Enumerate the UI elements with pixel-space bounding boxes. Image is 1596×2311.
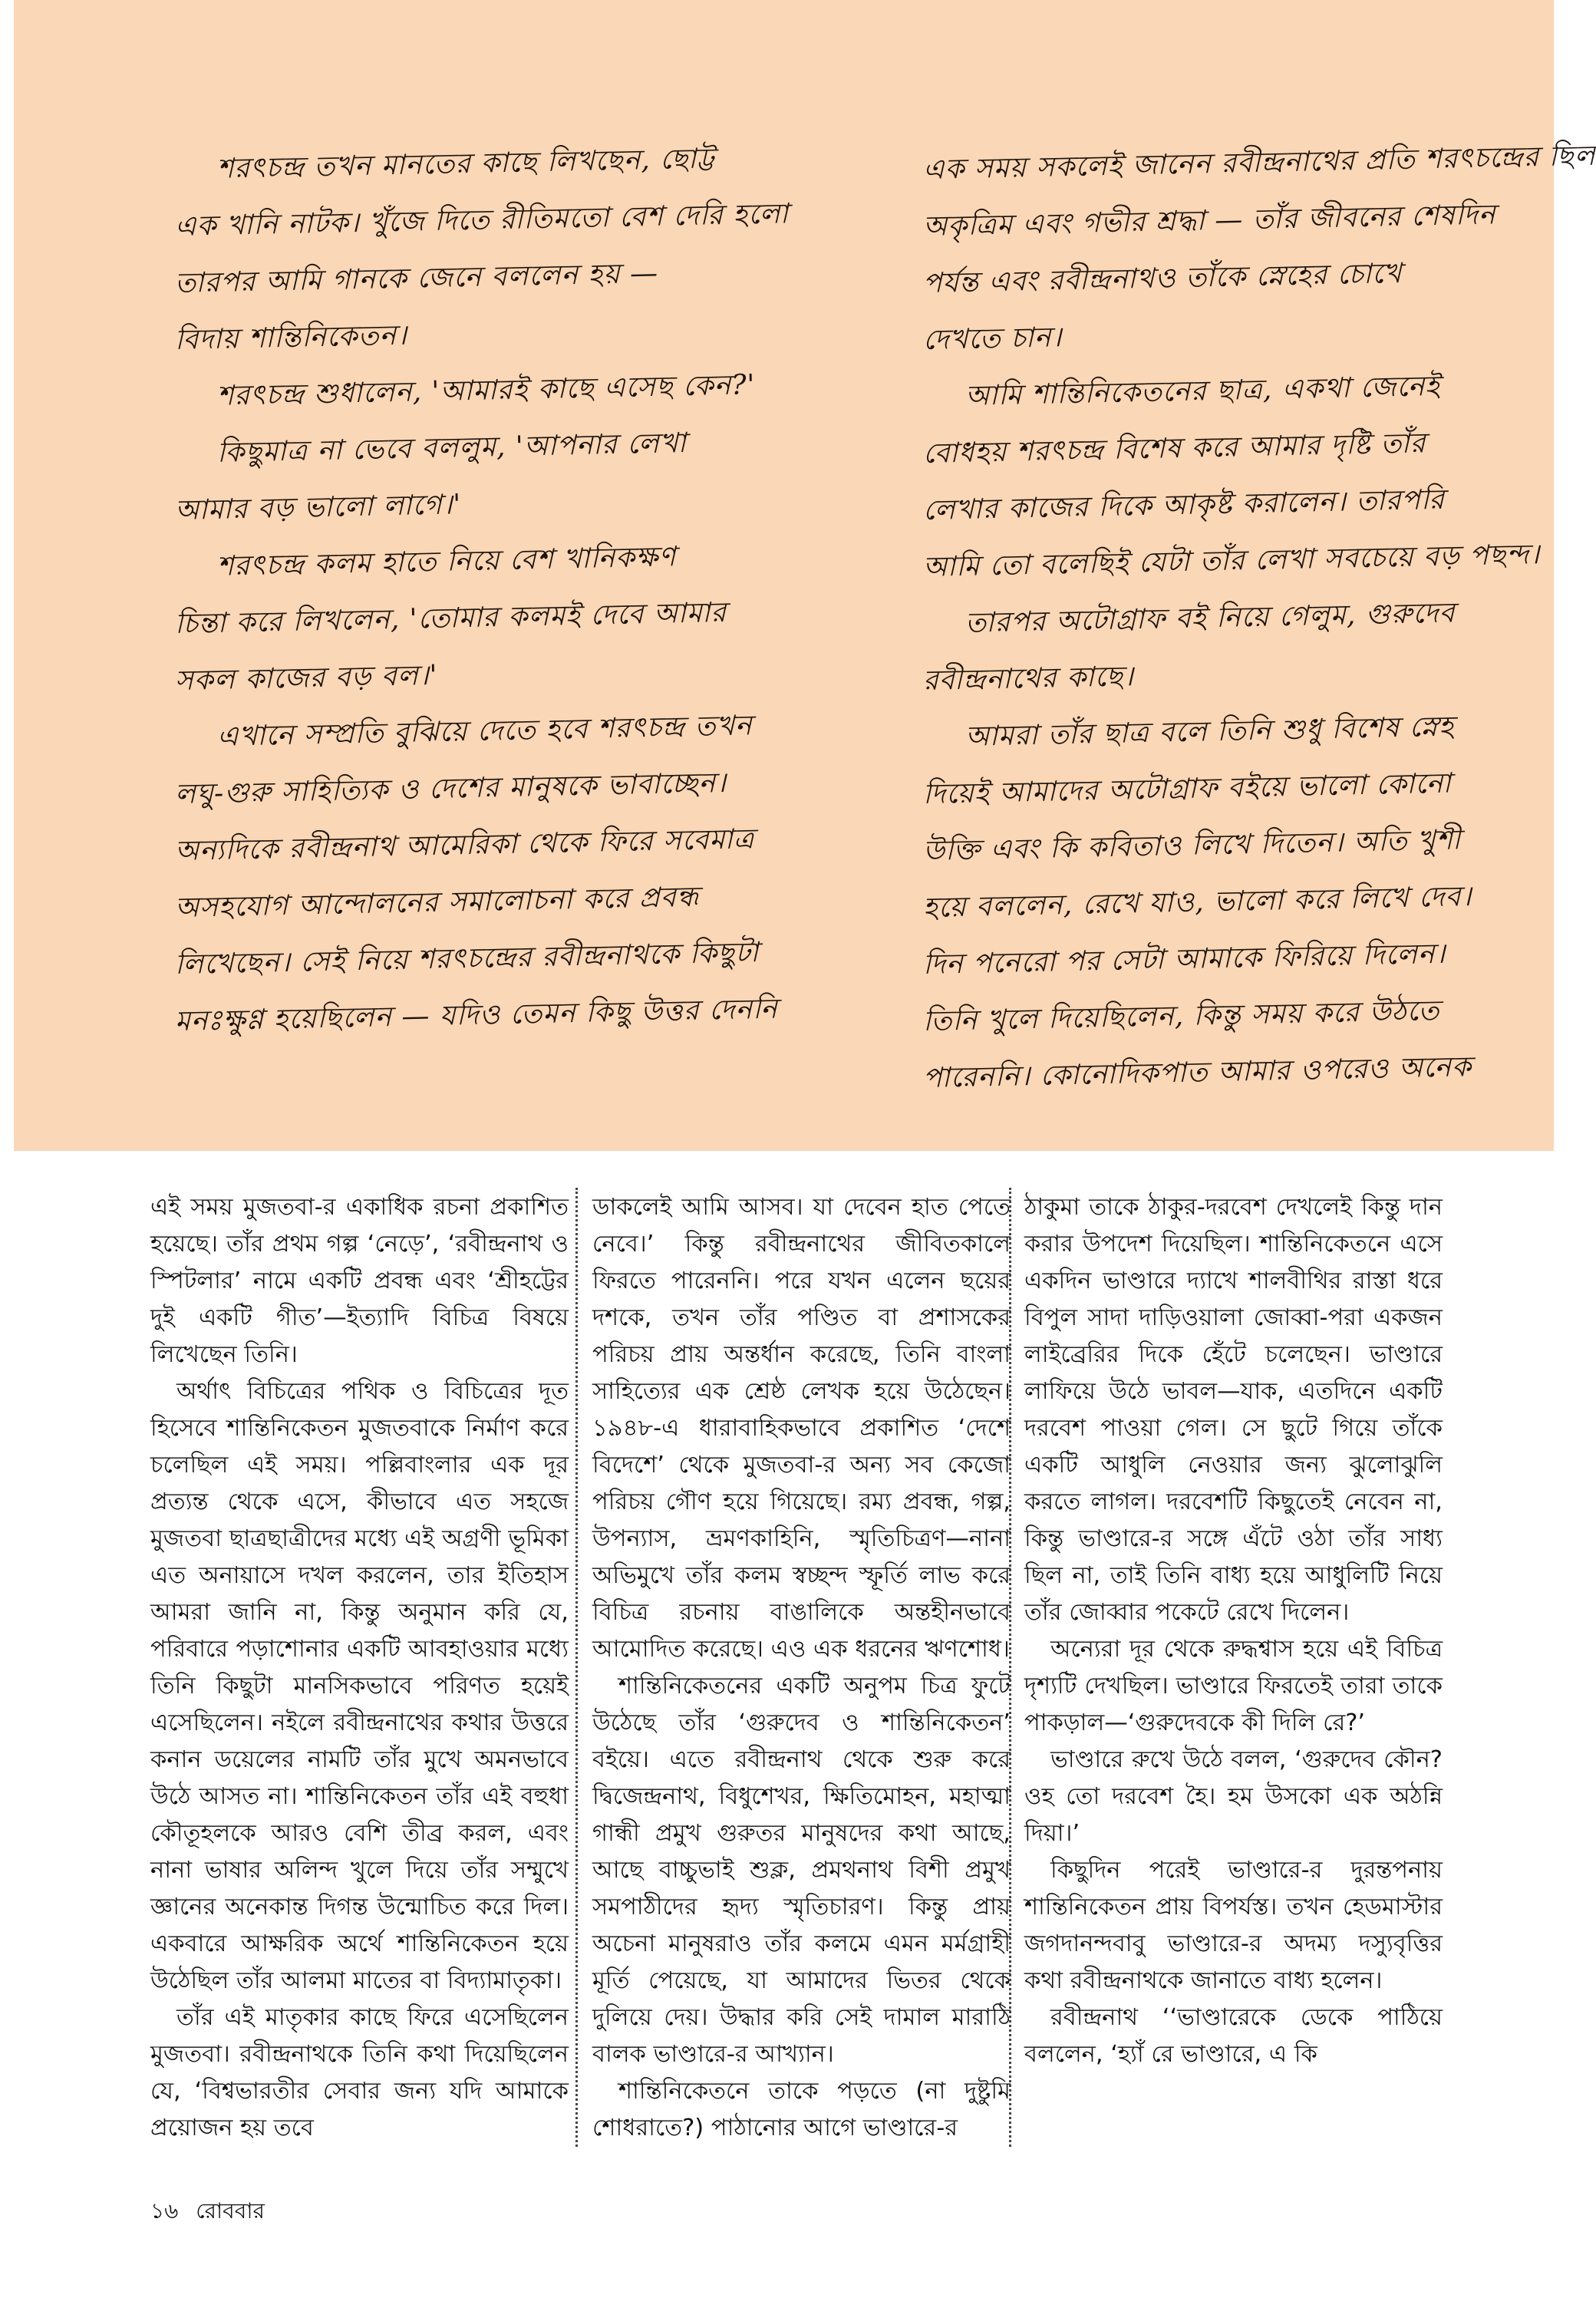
column-divider [575,1188,578,2147]
manuscript-left-column [174,142,790,1050]
manuscript-line: এক খানি নাটক। খুঁজে দিতে রীতিমতো বেশ দেরি হলো [174,198,790,242]
article-column-2 [592,1189,1011,2147]
manuscript-line: রবীন্দ্রনাথের কাছে। [922,661,1135,697]
paragraph: কিছুদিন পরেই ভাণ্ডারে-র দুরন্তপনায় শান্তিনিকেতন প্রায় বিপর্যস্ত। তখন হেডমাস্টার জগদানন্দবাবু ভাণ্ডারে-র অদম্য দস্যুবৃত্তির কথা রবীন্দ্রনাথকে জানাতে বাধ্য হলেন। [1024,1857,1443,1994]
paragraph: ডাকলেই আমি আসব। যা দেবেন হাত পেতে নেবে।’ কিন্তু রবীন্দ্রনাথের জীবিতকালে ফিরতে পারেননি। পরে যখন এলেন ছয়ের দশকে, তখন তাঁর পণ্ডিত বা প্রশাসকের পরিচয় প্রায় অন্তর্ধান করেছে, তিনি বাংলা সাহিত্যের এক শ্রেষ্ঠ লেখক হয়ে উঠেছেন। ১৯৪৮-এ ধারাবাহিকভাবে প্রকাশিত ‘দেশে বিদেশে’ থেকে মুজতবা-র অন্য সব কেজো পরিচয় গৌণ হয়ে গিয়েছে। রম্য প্রবন্ধ, গল্প, উপন্যাস, ভ্রমণকাহিনি, স্মৃতিচিত্রণ—নানা অভিমুখে তাঁর কলম স্বচ্ছন্দ স্ফূর্তি লাভ করে বিচিত্র রচনায় বাঙালিকে অন্তহীনভাবে আমোদিত করেছে। এও এক ধরনের ঋণশোধ। [592,1194,1011,1663]
manuscript-line: অসহযোগ আন্দোলনের সমালোচনা করে প্রবন্ধ [174,881,700,924]
column-divider [1009,1188,1011,2147]
manuscript-line: আমি তো বলেছিই যেটা তাঁর লেখা সবচেয়ে বড় পছন্দ। [922,539,1541,583]
manuscript-line: বোধহয় শরৎচন্দ্র বিশেষ করে আমার দৃষ্টি তাঁর [922,427,1426,470]
article-column-3 [1024,1189,1443,2073]
manuscript-line: অন্যদিকে রবীন্দ্রনাথ আমেরিকা থেকে ফিরে সবেমাত্র [174,823,755,867]
manuscript-line: পারেননি। কোনোদিকপাত আমার ওপরেও অনেক [922,1051,1472,1094]
manuscript-line: এখানে সম্প্রতি বুঝিয়ে দেতে হবে শরৎচন্দ্র তখন [216,710,753,753]
paragraph: রবীন্দ্রনাথ ‘‘ভাণ্ডারেকে ডেকে পাঠিয়ে বললেন, ‘হ্যাঁ রে ভাণ্ডারে, এ কি [1024,2004,1443,2068]
manuscript-line: মনঃক্ষুণ্ণ হয়েছিলেন — যদিও তেমন কিছু উত্তর দেননি [174,993,779,1037]
manuscript-line: লঘু-গুরু সাহিত্যিক ও দেশের মানুষকে ভাবাচ্ছেন। [174,766,727,810]
page-number: ১৬ [150,2198,179,2224]
manuscript-line: শরৎচন্দ্র শুধালেন, 'আমারই কাছে এসেছ কেন?' [216,369,756,412]
publication-name: রোববার [196,2198,265,2224]
paragraph: ভাণ্ডারে রুখে উঠে বলল, ‘গুরুদেব কৌন? ওহ তো দরবেশ হৈ। হম উসকো এক অঠন্নি দিয়া।’ [1024,1746,1443,1847]
manuscript-line: দিয়েই আমাদের অটোগ্রাফ বইয়ে ভালো কোনো [922,767,1453,810]
paragraph: ঠাকুমা তাকে ঠাকুর-দরবেশ দেখলেই কিন্তু দান করার উপদেশ দিয়েছিল। শান্তিনিকেতনে এসে একদিন ভাণ্ডারে দ্যাখে শালবীথির রাস্তা ধরে বিপুল সাদা দাড়িওয়ালা জোব্বা-পরা একজন লাইব্রেরির দিকে হেঁটে চলেছেন। ভাণ্ডারে লাফিয়ে উঠে ভাবল—যাক, এতদিনে একটি দরবেশ পাওয়া গেল। সে ছুটে গিয়ে তাঁকে একটি আধুলি নেওয়ার জন্য ঝুলোঝুলি করতে লাগল। দরবেশটি কিছুতেই নেবেন না, কিন্তু ভাণ্ডারে-র সঙ্গে এঁটে ওঠা তাঁর সাধ্য ছিল না, তাই তিনি বাধ্য হয়ে আধুলিটি নিয়ে তাঁর জোব্বার পকেটে রেখে দিলেন। [1024,1194,1443,1626]
manuscript-line: আমার বড় ভালো লাগে।' [174,489,462,526]
manuscript-line: দেখতে চান। [922,321,1063,356]
manuscript-line: শরৎচন্দ্র কলম হাতে নিয়ে বেশ খানিকক্ষণ [216,541,677,582]
paragraph: এই সময় মুজতবা-র একাধিক রচনা প্রকাশিত হয়েছে। তাঁর প্রথম গল্প ‘নেড়ে’, ‘রবীন্দ্রনাথ ও স্পিটলার’ নামে একটি প্রবন্ধ এবং ‘শ্রীহট্টের দুই একটি গীত’—ইত্যাদি বিচিত্র বিষয়ে লিখেছেন তিনি। [150,1194,569,1368]
manuscript-line: চিন্তা করে লিখলেন, 'তোমার কলমই দেবে আমার [174,596,727,640]
manuscript-line: সকল কাজের বড় বল।' [174,659,438,697]
manuscript-line: লিখেছেন। সেই নিয়ে শরৎচন্দ্রের রবীন্দ্রনাথকে কিছুটা [174,937,760,981]
manuscript-right-column [922,140,1596,1107]
manuscript-line: আমি শান্তিনিকেতনের ছাত্র, একথা জেনেই [965,370,1441,412]
manuscript-line: এক সময় সকলেই জানেন রবীন্দ্রনাথের প্রতি শরৎচন্দ্রের ছিল [922,140,1596,186]
manuscript-line: তিনি খুলে দিয়েছিলেন, কিন্তু সময় করে উঠতে [922,994,1440,1037]
manuscript-image [14,0,1596,1151]
manuscript-line: লেখার কাজের দিকে আকৃষ্ট করালেন। তারপরি [922,483,1446,526]
manuscript-line: আমরা তাঁর ছাত্র বলে তিনি শুধু বিশেষ স্নেহ [965,710,1455,753]
manuscript-line: বিদায় শান্তিনিকেতন। [174,319,408,356]
manuscript-line: উক্তি এবং কি কবিতাও লিখে দিতেন। অতি খুশী [922,824,1462,867]
manuscript-line: পর্যন্ত এবং রবীন্দ্রনাথও তাঁকে স্নেহের চোখে [922,257,1403,299]
paragraph: শান্তিনিকেতনে তাকে পড়তে (না দুষ্টুমি শোধরাতে?) পাঠানোর আগে ভাণ্ডারে-র [592,2078,1011,2141]
manuscript-line: তারপর আমি গানকে জেনে বললেন হয় — [174,257,659,299]
manuscript-line: অকৃত্রিম এবং গভীর শ্রদ্ধা — তাঁর জীবনের শেষদিন [922,199,1496,242]
manuscript-line: কিছুমাত্র না ভেবে বললুম, 'আপনার লেখা [216,427,688,469]
manuscript-line: শরৎচন্দ্র তখন মানতের কাছে লিখছেন, ছোট্ট [216,143,716,185]
page-footer [150,2194,265,2230]
paragraph: তাঁর এই মাতৃকার কাছে ফিরে এসেছিলেন মুজতবা। রবীন্দ্রনাথকে তিনি কথা দিয়েছিলেন যে, ‘বিশ্বভারতীর সেবার জন্য যদি আমাকে প্রয়োজন হয় তবে [150,2004,569,2141]
article-column-1 [150,1189,569,2147]
manuscript-line: তারপর অটোগ্রাফ বই নিয়ে গেলুম, গুরুদেব [965,597,1456,639]
manuscript-line: হয়ে বললেন, রেখে যাও, ভালো করে লিখে দেব। [922,881,1472,924]
paragraph: শান্তিনিকেতনের একটি অনুপম চিত্র ফুটে উঠেছে তাঁর ‘গুরুদেব ও শান্তিনিকেতন’ বইয়ে। এতে রবীন্দ্রনাথ থেকে শুরু করে দ্বিজেন্দ্রনাথ, বিধুশেখর, ক্ষিতিমোহন, মহাত্মা গান্ধী প্রমুখ গুরুতর মানুষদের কথা আছে, আছে বাচ্চুভাই শুক্ল, প্রমথনাথ বিশী প্রমুখ সমপাঠীদের হৃদ্য স্মৃতিচারণ। কিন্তু প্রায় অচেনা মানুষরাও তাঁর কলমে এমন মর্মগ্রাহী মূর্তি পেয়েছে, যা আমাদের ভিতর থেকে দুলিয়ে দেয়। উদ্ধার করি সেই দামাল মারাঠি বালক ভাণ্ডারে-র আখ্যান। [592,1673,1011,2068]
paragraph: অন্যেরা দূর থেকে রুদ্ধশ্বাস হয়ে এই বিচিত্র দৃশ্যটি দেখছিল। ভাণ্ডারে ফিরতেই তারা তাকে পাকড়াল—‘গুরুদেবকে কী দিলি রে?’ [1024,1636,1443,1736]
manuscript-line: দিন পনেরো পর সেটা আমাকে ফিরিয়ে দিলেন। [922,938,1446,981]
paragraph: অর্থাৎ বিচিত্রের পথিক ও বিচিত্রের দূত হিসেবে শান্তিনিকেতন মুজতবাকে নির্মাণ করে চলেছিল এই সময়। পল্লিবাংলার এক দূর প্রত্যন্ত থেকে এসে, কীভাবে এত সহজে মুজতবা ছাত্রছাত্রীদের মধ্যে এই অগ্রণী ভূমিকা এত অনায়াসে দখল করলেন, তার ইতিহাস আমরা জানি না, কিন্তু অনুমান করি যে, পরিবারে পড়াশোনার একটি আবহাওয়ার মধ্যে তিনি কিছুটা মানসিকভাবে পরিণত হয়েই এসেছিলেন। নইলে রবীন্দ্রনাথের কথার উত্তরে কনান ডয়েলের নামটি তাঁর মুখে অমনভাবে উঠে আসত না। শান্তিনিকেতন তাঁর এই বহুধা কৌতূহলকে আরও বেশি তীব্র করল, এবং নানা ভাষার অলিন্দ খুলে দিয়ে তাঁর সম্মুখে জ্ঞানের অনেকান্ত দিগন্ত উন্মোচিত করে দিল। একবারে আক্ষরিক অর্থে শান্তিনিকেতন হয়ে উঠেছিল তাঁর আলমা মাতের বা বিদ্যামাতৃকা। [150,1378,569,1994]
